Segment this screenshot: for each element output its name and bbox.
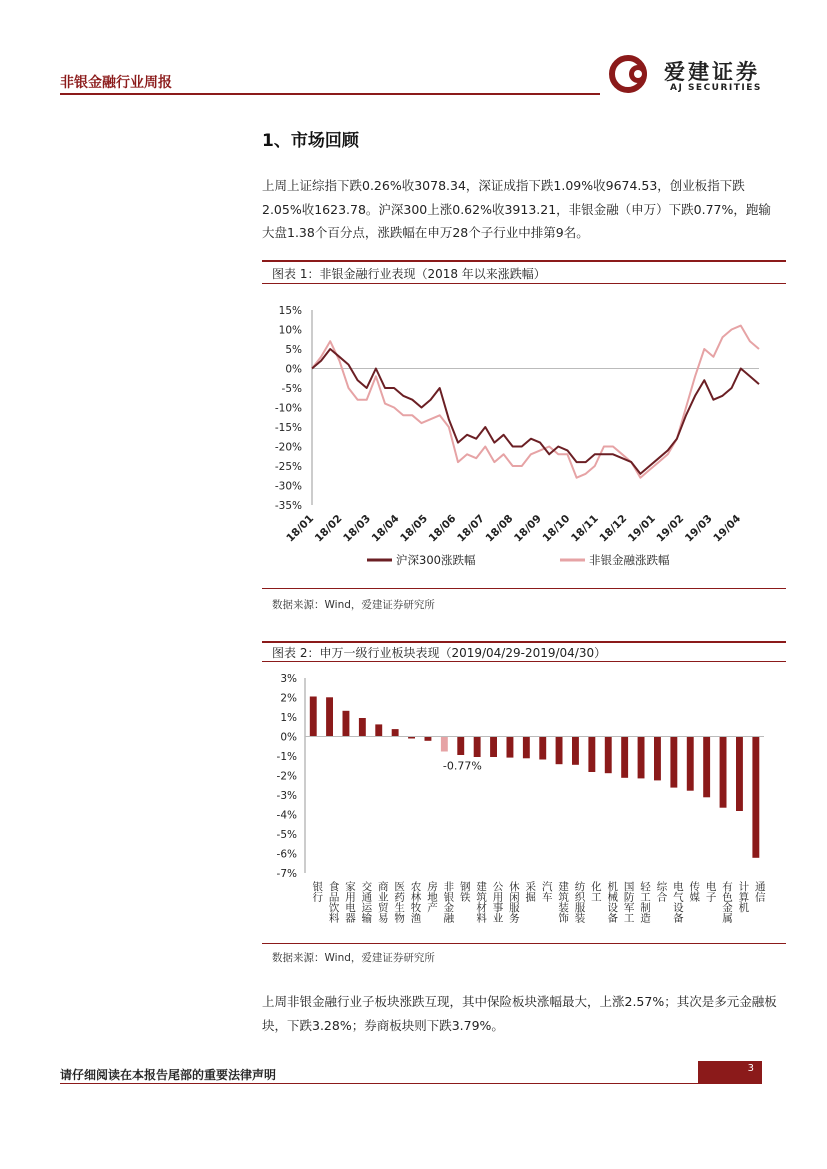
bar [736, 737, 743, 812]
x-tick-label: 国防军工 [622, 881, 635, 923]
legend-label: 沪深300涨跌幅 [396, 553, 476, 567]
x-tick-label: 公用事业 [491, 881, 504, 923]
bar [621, 737, 628, 778]
x-tick-label: 房地产 [425, 881, 438, 913]
y-tick-label: -4% [276, 809, 297, 822]
page-number: 3 [698, 1061, 762, 1084]
y-tick-label: -7% [276, 868, 297, 880]
bar [556, 737, 563, 765]
y-tick-label: -30% [274, 480, 302, 493]
bar [720, 737, 727, 808]
y-tick-label: 1% [280, 712, 297, 724]
figure2-source: 数据来源：Wind，爱建证券研究所 [272, 952, 435, 964]
x-tick-label: 19/04 [711, 512, 744, 545]
x-tick-label: 银行 [311, 881, 324, 902]
bar [539, 737, 546, 760]
footer-divider [60, 1083, 700, 1084]
bar [441, 737, 448, 752]
bar [343, 711, 350, 737]
bar [375, 724, 382, 736]
y-tick-label: 2% [280, 692, 297, 705]
y-tick-label: -10% [274, 402, 302, 415]
x-tick-label: 18/12 [597, 512, 630, 545]
y-tick-label: 10% [278, 324, 302, 337]
y-tick-label: -20% [274, 441, 302, 454]
figure1-source: 数据来源：Wind，爱建证券研究所 [272, 599, 435, 611]
bar [703, 737, 710, 798]
bar [507, 737, 514, 758]
y-tick-label: -15% [274, 422, 302, 434]
series-line [312, 349, 759, 474]
y-tick-label: 0% [280, 731, 297, 744]
y-tick-label: -6% [276, 848, 297, 861]
x-tick-label: 18/04 [369, 512, 402, 545]
x-tick-label: 综合 [655, 881, 668, 902]
x-tick-label: 18/03 [341, 512, 374, 545]
x-tick-label: 19/01 [625, 512, 658, 545]
x-tick-label: 有色金属 [721, 881, 734, 923]
x-tick-label: 18/09 [512, 512, 544, 545]
figure2-bottom-rule [262, 943, 786, 944]
x-tick-label: 纺织服装 [573, 881, 586, 923]
bar [359, 718, 366, 737]
x-tick-label: 采掘 [524, 881, 537, 902]
figure1-bottom-rule [262, 588, 786, 589]
sub-sector-paragraph: 上周非银金融行业子板块涨跌互现，其中保险板块涨幅最大，上涨2.57%；其次是多元金融板块，下跌3.28%；券商板块则下跌3.79%。 [262, 994, 777, 1033]
bar [490, 737, 497, 758]
x-tick-label: 计算机 [737, 881, 750, 913]
bar-chart [262, 668, 786, 943]
logo-mark-icon [608, 54, 658, 94]
figure1-title-rule [262, 283, 786, 284]
y-tick-label: 3% [280, 673, 297, 685]
figure2-title-rule [262, 661, 786, 662]
y-tick-label: 0% [285, 363, 302, 376]
y-tick-label: -35% [274, 500, 302, 512]
logo-name-cn: 爱建证券 [664, 60, 760, 84]
x-tick-label: 食品饮料 [327, 881, 340, 923]
x-tick-label: 建筑材料 [475, 881, 488, 923]
bar [588, 737, 595, 773]
company-logo [608, 54, 778, 94]
x-tick-label: 18/08 [483, 512, 516, 545]
figure2-title: 图表 2：申万一级行业板块表现（2019/04/29-2019/04/30） [272, 646, 607, 660]
bar [392, 729, 399, 736]
y-tick-label: -5% [276, 829, 297, 841]
figure1-top-rule [262, 260, 786, 262]
y-tick-label: -5% [281, 383, 302, 395]
bar [638, 737, 645, 779]
report-header-title: 非银金融行业周报 [60, 75, 172, 91]
bar [425, 737, 432, 741]
x-tick-label: 电子 [704, 881, 717, 902]
bar [326, 697, 333, 736]
header-divider [60, 93, 600, 95]
x-tick-label: 商业贸易 [376, 881, 389, 923]
bar [605, 737, 612, 774]
bar [523, 737, 530, 759]
x-tick-label: 18/02 [312, 512, 345, 545]
bar [670, 737, 677, 788]
x-tick-label: 18/11 [568, 512, 601, 545]
legend-label: 非银金融涨跌幅 [589, 553, 670, 567]
logo-name-en: AJ SECURITIES [670, 83, 762, 93]
x-tick-label: 休闲服务 [507, 881, 520, 923]
y-tick-label: -2% [276, 770, 297, 783]
bar [687, 737, 694, 791]
x-tick-label: 电气设备 [671, 881, 684, 923]
x-tick-label: 家用电器 [343, 881, 356, 923]
y-tick-label: -25% [274, 461, 302, 473]
x-tick-label: 轻工制造 [639, 881, 652, 923]
x-tick-label: 18/07 [455, 512, 487, 545]
x-tick-label: 18/06 [426, 512, 459, 545]
x-tick-label: 18/05 [398, 512, 431, 545]
x-tick-label: 机械设备 [606, 881, 619, 923]
x-tick-label: 18/10 [540, 512, 573, 545]
bar [457, 737, 464, 756]
bar [654, 737, 661, 781]
y-tick-label: 5% [285, 344, 302, 356]
footer-disclaimer: 请仔细阅读在本报告尾部的重要法律声明 [60, 1068, 277, 1082]
section-title: 1、市场回顾 [262, 131, 359, 151]
bar [474, 737, 481, 758]
x-tick-label: 传媒 [688, 881, 701, 902]
x-tick-label: 19/03 [682, 512, 715, 545]
bar [752, 737, 759, 858]
y-tick-label: -3% [276, 790, 297, 802]
x-tick-label: 医药生物 [393, 881, 406, 923]
x-tick-label: 汽车 [540, 881, 553, 902]
y-tick-label: -1% [276, 751, 297, 763]
x-tick-label: 非银金融 [442, 881, 455, 923]
x-tick-label: 钢铁 [458, 881, 471, 902]
bar [310, 697, 317, 737]
x-tick-label: 通信 [753, 881, 766, 902]
x-tick-label: 交通运输 [360, 881, 373, 923]
bar [572, 737, 579, 765]
x-tick-label: 建筑装饰 [557, 881, 570, 923]
figure2-top-rule [262, 641, 786, 643]
x-tick-label: 18/01 [284, 512, 317, 545]
x-tick-label: 农林牧渔 [409, 881, 422, 923]
x-tick-label: 化工 [589, 881, 602, 902]
y-tick-label: 15% [278, 305, 302, 317]
line-chart [262, 290, 786, 585]
figure1-title: 图表 1：非银金融行业表现（2018 年以来涨跌幅） [272, 267, 546, 281]
highlight-data-label: -0.77% [442, 759, 482, 773]
x-tick-label: 19/02 [654, 512, 687, 545]
market-review-paragraph: 上周上证综指下跌0.26%收3078.34，深证成指下跌1.09%收9674.53，创业板指下跌2.05%收1623.78。沪深300上涨0.62%收3913.21，非银金融（申万）下跌0.77%，跑输大盘1.38个百分点，涨跌幅在申万28个子行业中排第9名。 [262, 178, 771, 240]
